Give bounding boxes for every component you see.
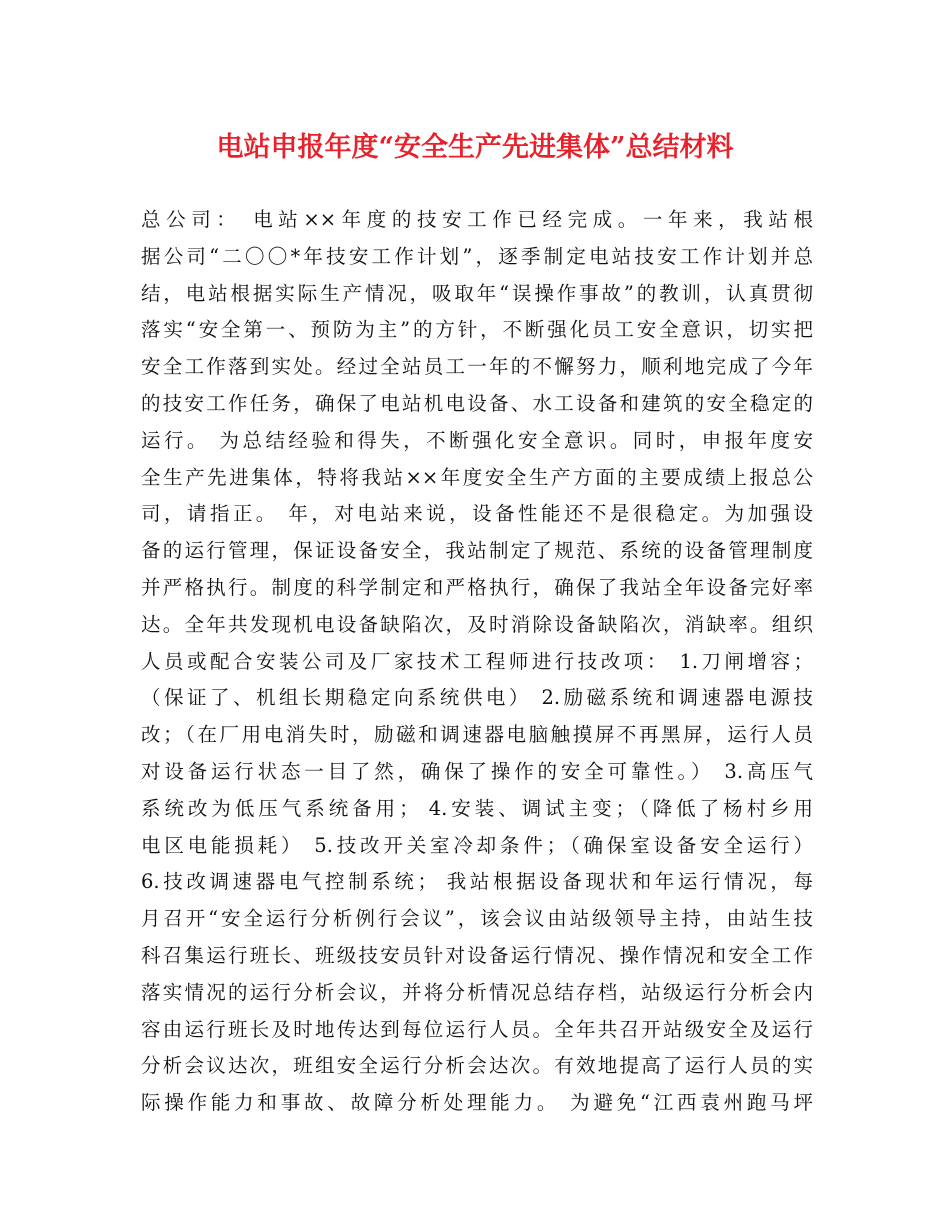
body-line: 人员或配合安装公司及厂家技术工程师进行技改项： 1.刀闸增容； [141, 649, 813, 673]
body-line: 际操作能力和事故、故障分析处理能力。 为避免“江西袁州跑马坪 [141, 1091, 813, 1115]
body-line: 的技安工作任务，确保了电站机电设备、水工设备和建筑的安全稳定的 [141, 391, 813, 415]
body-line: 落实“安全第一、预防为主”的方针，不断强化员工安全意识，切实把 [141, 318, 813, 342]
body-line: 全生产先进集体，特将我站××年度安全生产方面的主要成绩上报总公 [141, 465, 813, 489]
body-line: 容由运行班长及时地传达到每位运行人员。全年共召开站级安全及运行 [141, 1017, 813, 1041]
body-line: 系统改为低压气系统备用； 4.安装、调试主变；（降低了杨村乡用 [141, 796, 813, 820]
document-title: 电站申报年度“安全生产先进集体”总结材料 [216, 132, 734, 163]
document-body [141, 202, 813, 1122]
body-line: 月召开“安全运行分析例行会议”，该会议由站级领导主持，由站生技 [141, 907, 813, 931]
body-line: 安全工作落到实处。经过全站员工一年的不懈努力，顺利地完成了今年 [141, 355, 813, 379]
body-line: 科召集运行班长、班级技安员针对设备运行情况、操作情况和安全工作 [141, 943, 813, 967]
body-line: 运行。 为总结经验和得失，不断强化安全意识。同时，申报年度安 [141, 428, 813, 452]
body-line: 改；（在厂用电消失时，励磁和调速器电脑触摸屏不再黑屏，运行人员 [141, 723, 813, 747]
body-line: 司，请指正。 年，对电站来说，设备性能还不是很稳定。为加强设 [141, 502, 813, 526]
body-line: 结，电站根据实际生产情况，吸取年“误操作事故”的教训，认真贯彻 [141, 281, 813, 305]
body-line: 并严格执行。制度的科学制定和严格执行，确保了我站全年设备完好率 [141, 575, 813, 599]
body-line: 据公司“二〇〇*年技安工作计划”，逐季制定电站技安工作计划并总 [141, 244, 813, 268]
body-line: 对设备运行状态一目了然，确保了操作的安全可靠性。） 3.高压气 [141, 759, 813, 783]
body-line: 6.技改调速器电气控制系统； 我站根据设备现状和年运行情况，每 [141, 870, 813, 894]
body-line: 达。全年共发现机电设备缺陷次，及时消除设备缺陷次，消缺率。组织 [141, 612, 813, 636]
body-line: 总公司： 电站××年度的技安工作已经完成。一年来，我站根 [141, 208, 813, 231]
body-line: 落实情况的运行分析会议，并将分析情况总结存档，站级运行分析会内 [141, 980, 813, 1004]
body-line: 备的运行管理，保证设备安全，我站制定了规范、系统的设备管理制度 [141, 539, 813, 563]
body-line: 分析会议达次，班组安全运行分析会达次。有效地提高了运行人员的实 [141, 1054, 813, 1078]
body-line: 电区电能损耗） 5.技改开关室冷却条件；（确保室设备安全运行） [141, 833, 813, 857]
body-line: （保证了、机组长期稳定向系统供电） 2.励磁系统和调速器电源技 [141, 686, 813, 710]
